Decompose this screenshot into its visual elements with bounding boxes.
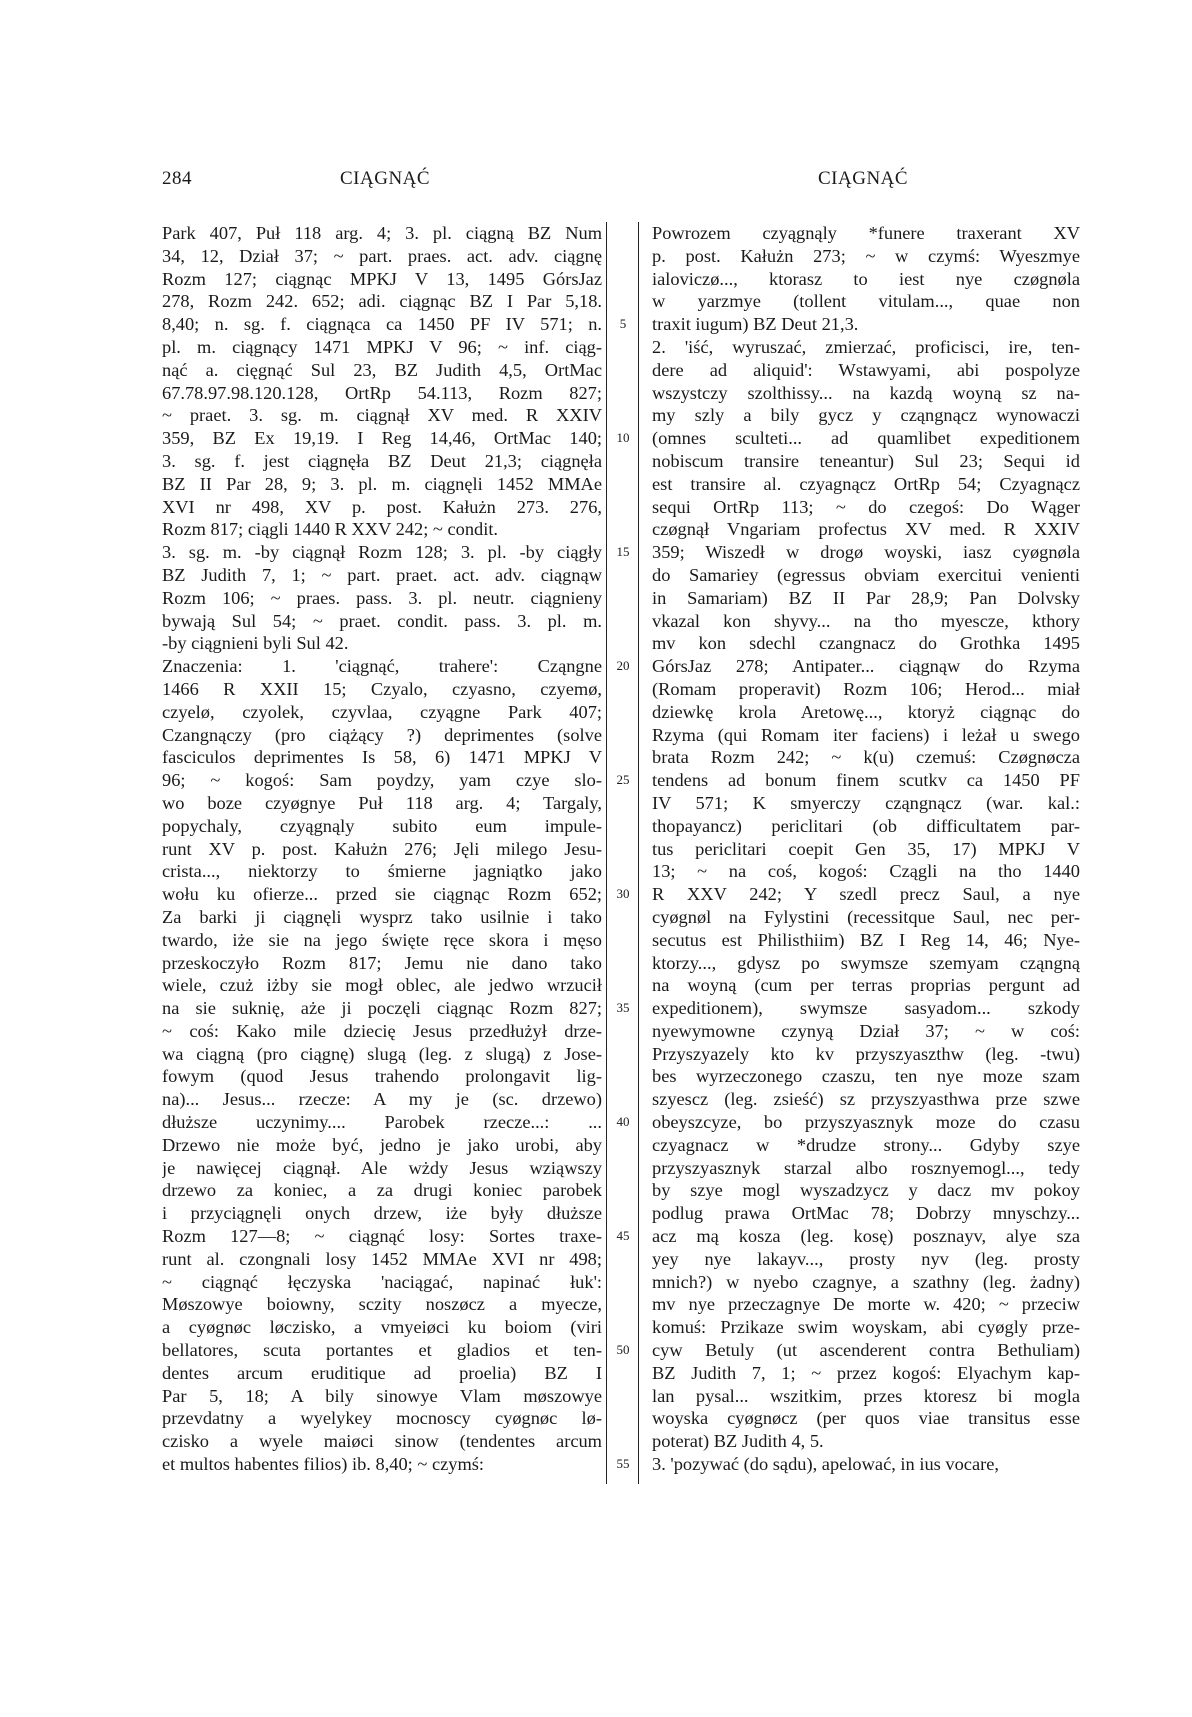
text-line: Park 407, Puł 118 arg. 4; 3. pl. ciągną BZ Num <box>162 223 602 243</box>
line-number: 40 <box>616 1114 630 1130</box>
text-line: Rzyma (qui Romam iter faciens) i leżał u swego <box>652 724 1080 745</box>
text-line: twardo, iże sie na jego święte ręce skora i męso <box>162 929 602 950</box>
text-line: my szly a bily gycz y cząngnącz wynowaczi <box>652 405 1080 426</box>
line-number: 30 <box>616 886 630 902</box>
text-line: pl. m. ciągnący 1471 MPKJ V 96; ~ inf. ciąg- <box>162 336 602 357</box>
column-rule-left <box>606 222 607 1484</box>
text-line: expeditionem), swymsze sasyadom... szkody <box>652 998 1080 1019</box>
text-line: by szye mogl wyszadzycz y dacz mv pokoy <box>652 1180 1080 1201</box>
left-running-head: CIĄGNĄĆ <box>340 168 431 189</box>
text-line: crista..., niektorzy to śmierne jagniątko jako <box>162 861 602 882</box>
text-line: w yarzmye (tollent vitulam..., quae non <box>652 291 1080 312</box>
right-running-head: CIĄGNĄĆ <box>818 168 909 189</box>
text-line: cyw Betuly (ut ascenderent contra Bethuliam) <box>652 1340 1080 1361</box>
text-line: BZ Judith 7, 1; ~ przez kogoś: Elyachym kap- <box>652 1362 1080 1383</box>
line-number: 20 <box>616 658 630 674</box>
text-line: przeskoczyło Rozm 817; Jemu nie dano tako <box>162 952 602 973</box>
text-line: R XXV 242; Y szedl precz Saul, a nye <box>652 884 1080 905</box>
text-line: czyelø, czyolek, czyvlaa, czyągne Park 407; <box>162 701 602 722</box>
text-line: wołu ku ofierze... przed sie ciągnąc Rozm 652; <box>162 884 602 905</box>
text-line: na woyną (cum per terras proprias pergunt ad <box>652 975 1080 996</box>
text-line: Powrozem czyągnąly *funere traxerant XV <box>652 223 1080 243</box>
text-line: (omnes sculteti... ad quamlibet expeditionem <box>652 428 1080 449</box>
text-line: BZ II Par 28, 9; 3. pl. m. ciągnęli 1452 MMAe <box>162 473 602 494</box>
text-line: dziewkę krola Aretowę..., ktoryż ciągnąc do <box>652 701 1080 722</box>
text-line: 1466 R XXII 15; Czyalo, czyasno, czyemø, <box>162 678 602 699</box>
text-line: sequi OrtRp 113; ~ do czegoś: Do Wąger <box>652 496 1080 517</box>
text-line: drzewo za koniec, a za drugi koniec parobek <box>162 1180 602 1201</box>
line-number: 55 <box>616 1456 630 1472</box>
text-line: czøgnął Vngariam profectus XV med. R XXIV <box>652 519 1080 540</box>
text-line: woyska cyøgnøcz (per quos viae transitus esse <box>652 1408 1080 1429</box>
text-line: nąć a. cięgnąć Sul 23, BZ Judith 4,5, OrtMac <box>162 359 602 380</box>
text-line: (Romam properavit) Rozm 106; Herod... miał <box>652 678 1080 699</box>
text-line: czisko a wyele maiøci sinow (tendentes arcum <box>162 1431 602 1452</box>
text-line: 359; Wiszedł w drogø woyski, iasz cyøgnøla <box>652 542 1080 563</box>
text-line: tendens ad bonum finem scutkv ca 1450 PF <box>652 770 1080 791</box>
text-line: a cyøgnøc løczisko, a vmyeiøci ku boiom (viri <box>162 1317 602 1338</box>
text-line: wiele, czuż iżby sie mogł oblec, ale jedwo wrzucił <box>162 975 602 996</box>
text-line: wszystczy szolthissy... na kazdą woyną sz na- <box>652 382 1080 403</box>
text-line: popychaly, czyągnąly subito eum impule- <box>162 815 602 836</box>
text-line: runt al. czongnali losy 1452 MMAe XVI nr 498; <box>162 1248 602 1269</box>
text-line: 3. sg. f. jest ciągnęła BZ Deut 21,3; ciągnęła <box>162 450 602 471</box>
right-column <box>652 222 1080 1476</box>
text-line: 13; ~ na coś, kogoś: Czągli na tho 1440 <box>652 861 1080 882</box>
text-line: 3. 'pozywać (do sądu), apelować, in ius vocare, <box>652 1454 999 1475</box>
text-line: dere ad aliquid': Wstawyami, abi pospolyze <box>652 359 1080 380</box>
text-line: Drzewo nie może być, jedno je jako urobi, aby <box>162 1134 602 1155</box>
text-line: szyescz (leg. zsieść) sz przyszyasthwa prze szwe <box>652 1089 1080 1110</box>
text-line: ~ ciągnąć łęczyska 'naciągać, napinać łuk': <box>162 1271 602 1292</box>
text-line: Rozm 127—8; ~ ciągnąć losy: Sortes traxe- <box>162 1226 602 1247</box>
text-line: yey nye lakayv..., prosty nyv (leg. prosty <box>652 1248 1080 1269</box>
text-line: Znaczenia: 1. 'ciągnąć, trahere': Cząngne <box>162 656 602 677</box>
text-line: dentes arcum eruditique ad proelia) BZ I <box>162 1362 602 1383</box>
text-line: traxit iugum) BZ Deut 21,3. <box>652 314 859 335</box>
text-line: 2. 'iść, wyruszać, zmierzać, proficisci, ire, ten- <box>652 336 1080 357</box>
text-line: in Samariam) BZ II Par 28,9; Pan Dolvsky <box>652 587 1080 608</box>
text-line: Rozm 817; ciągli 1440 R XXV 242; ~ condit. <box>162 519 499 540</box>
line-number: 25 <box>616 772 630 788</box>
text-line: je nawięcej ciągnął. Ale wżdy Jesus wziąwszy <box>162 1157 602 1178</box>
text-line: nyewymowne czynyą Dział 37; ~ w coś: <box>652 1020 1080 1041</box>
text-line: Przyszyazely kto kv przyszyaszthw (leg. -twu) <box>652 1043 1080 1064</box>
text-line: podlug prawa OrtMac 78; Dobrzy mnyschzy... <box>652 1203 1080 1224</box>
text-line: GórsJaz 278; Antipater... ciągnąw do Rzyma <box>652 656 1080 677</box>
text-line: cyøgnøl na Fylystini (recessitque Saul, nec per- <box>652 906 1080 927</box>
text-line: nobiscum transire teneantur) Sul 23; Sequi id <box>652 450 1080 471</box>
text-line: mv nye przeczagnye De morte w. 420; ~ przeciw <box>652 1294 1080 1315</box>
text-line: bywają Sul 54; ~ praet. condit. pass. 3. pl. m. <box>162 610 602 631</box>
line-number: 35 <box>616 1000 630 1016</box>
text-line: wo boze czyøgnye Puł 118 arg. 4; Targaly, <box>162 792 602 813</box>
text-line: est transire al. czyagnącz OrtRp 54; Czyagnącz <box>652 473 1080 494</box>
text-line: 96; ~ kogoś: Sam poydzy, yam czye slo- <box>162 770 602 791</box>
text-line: mv kon sdechl czangnacz do Grothka 1495 <box>652 633 1080 654</box>
text-line: fasciculos deprimentes Is 58, 6) 1471 MPKJ V <box>162 747 602 768</box>
text-line: p. post. Kałużn 273; ~ w czymś: Wyeszmye <box>652 245 1080 266</box>
text-line: acz mą kosza (leg. kosę) posznayv, alye sza <box>652 1226 1080 1247</box>
text-line: mnich?) w nyebo czagnye, a szathny (leg. żadny) <box>652 1271 1080 1292</box>
text-line: na)... Jesus... rzecze: A my je (sc. drzewo) <box>162 1089 602 1110</box>
text-line: 3. sg. m. -by ciągnął Rozm 128; 3. pl. -by ciągły <box>162 542 602 563</box>
text-line: wa ciągną (pro ciągnę) slugą (leg. z slugą) z Jose- <box>162 1043 602 1064</box>
text-line: thopayancz) periclitari (ob difficultatem par- <box>652 815 1080 836</box>
text-line: do Samariey (egressus obviam exercitui venienti <box>652 564 1080 585</box>
text-line: dłuższe uczynimy.... Parobek rzecze...: ... <box>162 1112 602 1133</box>
line-number: 45 <box>616 1228 630 1244</box>
text-line: brata Rozm 242; ~ k(u) czemuś: Czøgnøcza <box>652 747 1080 768</box>
text-line: poterat) BZ Judith 4, 5. <box>652 1431 824 1452</box>
text-line: fowym (quod Jesus trahendo prolongavit lig- <box>162 1066 602 1087</box>
text-line: Za barki ji ciągnęli wysprz tako usilnie i tako <box>162 906 602 927</box>
text-line: tus periclitari coepit Gen 35, 17) MPKJ V <box>652 838 1080 859</box>
text-line: przevdatny a wyelykey mocnoscy cyøgnøc lø- <box>162 1408 602 1429</box>
text-line: ~ praet. 3. sg. m. ciągnął XV med. R XXIV <box>162 405 602 426</box>
text-line: secutus est Philisthiim) BZ I Reg 14, 46; Nye- <box>652 929 1080 950</box>
text-line: BZ Judith 7, 1; ~ part. praet. act. adv. ciągnąw <box>162 564 602 585</box>
text-line: Rozm 127; ciągnąc MPKJ V 13, 1495 GórsJaz <box>162 268 602 289</box>
page-number: 284 <box>162 168 192 189</box>
column-rule-right <box>638 222 639 1484</box>
text-line: ~ coś: Kako mile dziecię Jesus przedłużył drze- <box>162 1020 602 1041</box>
text-line: XVI nr 498, XV p. post. Kałużn 273. 276, <box>162 496 602 517</box>
text-line: 8,40; n. sg. f. ciągnąca ca 1450 PF IV 571; n. <box>162 314 602 335</box>
text-line: Rozm 106; ~ praes. pass. 3. pl. neutr. ciągnieny <box>162 587 602 608</box>
line-number: 15 <box>616 544 630 560</box>
text-line: bes wyrzeczonego czaszu, ten nye moze szam <box>652 1066 1080 1087</box>
text-line: obeyszcyze, bo przyszyasznyk moze do czasu <box>652 1112 1080 1133</box>
text-line: 34, 12, Dział 37; ~ part. praes. act. adv. ciągnę <box>162 245 602 266</box>
text-line: et multos habentes filios) ib. 8,40; ~ czymś: <box>162 1454 485 1475</box>
text-line: 278, Rozm 242. 652; adi. ciągnąc BZ I Par 5,18. <box>162 291 602 312</box>
text-line: lan pysal... wszitkim, przes ktoresz bi mogla <box>652 1385 1080 1406</box>
text-line: na sie suknię, aże ji poczęli ciągnąc Rozm 827; <box>162 998 602 1019</box>
line-number: 50 <box>616 1342 630 1358</box>
text-line: IV 571; K smyerczy cząngnącz (war. kal.: <box>652 792 1080 813</box>
text-line: komuś: Przikaze swim woyskam, abi cyøgly prze- <box>652 1317 1080 1338</box>
text-line: czyagnacz w *drudze strony... Gdyby szye <box>652 1134 1080 1155</box>
text-line: runt XV p. post. Kałużn 276; Jęli milego Jesu- <box>162 838 602 859</box>
text-line: 359, BZ Ex 19,19. I Reg 14,46, OrtMac 140; <box>162 428 602 449</box>
text-line: vkazal kon shyvy... na tho myescze, kthory <box>652 610 1080 631</box>
text-line: przyszyasznyk starzal albo rosznyemogl..., tedy <box>652 1157 1080 1178</box>
text-line: Møszowye boiowny, sczity noszøcz a myecze, <box>162 1294 602 1315</box>
text-line: 67.78.97.98.120.128, OrtRp 54.113, Rozm 827; <box>162 382 602 403</box>
text-line: ktorzy..., gdysz po swymsze szemyam cząngną <box>652 952 1080 973</box>
text-line: bellatores, scuta portantes et gladios et ten- <box>162 1340 602 1361</box>
text-line: Czangnączy (pro ciążący ?) deprimentes (solve <box>162 724 602 745</box>
text-line: i przyciągnęli onych drzew, iże były dłuższe <box>162 1203 602 1224</box>
left-column <box>162 222 602 1476</box>
line-number: 10 <box>616 430 630 446</box>
text-line: -by ciągnieni byli Sul 42. <box>162 633 349 654</box>
text-line: Par 5, 18; A bily sinowye Vlam møszowye <box>162 1385 602 1406</box>
text-line: ialoviczø..., ktorasz to iest nye czøgnøla <box>652 268 1080 289</box>
line-number: 5 <box>619 316 627 332</box>
